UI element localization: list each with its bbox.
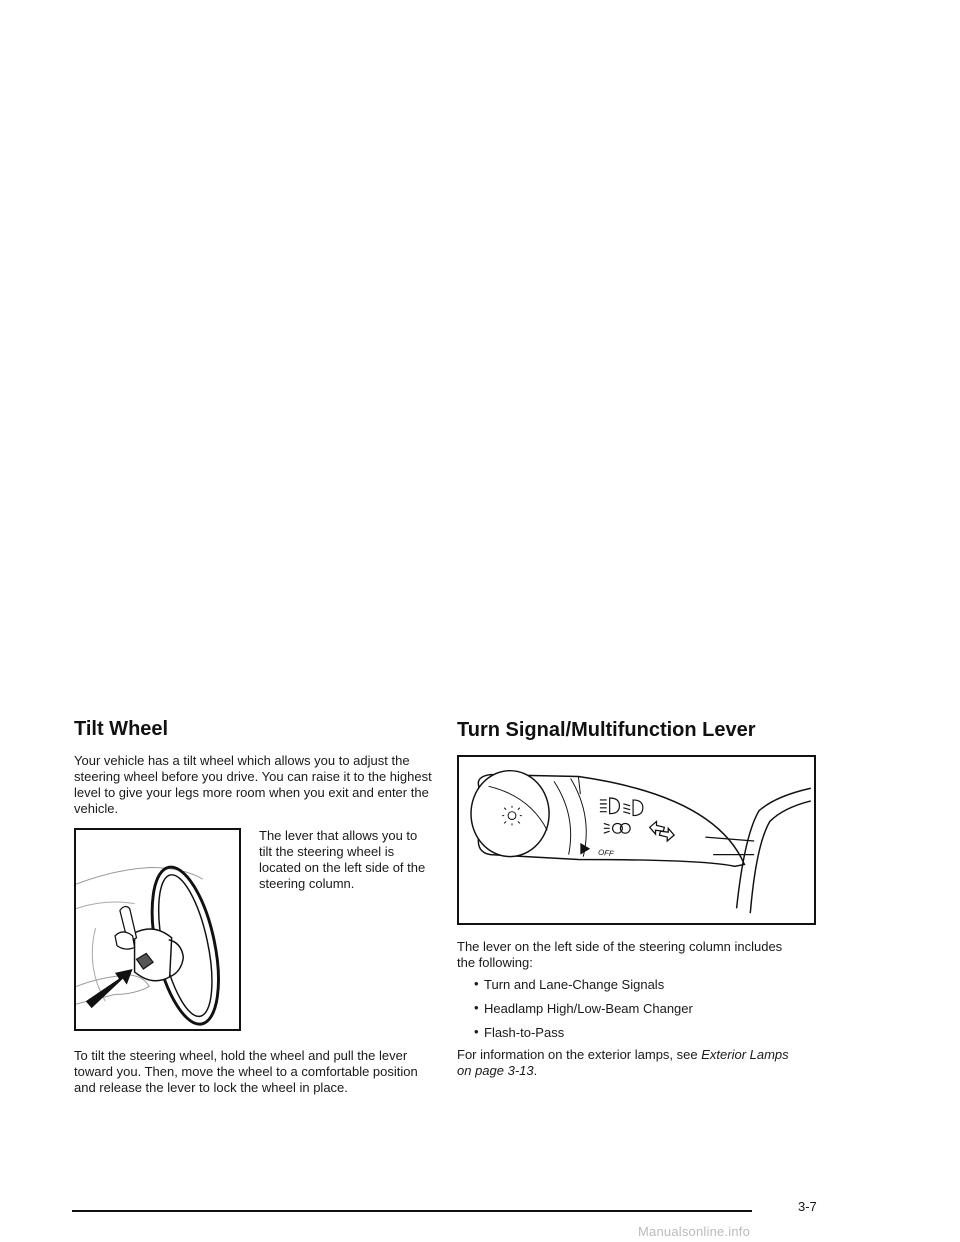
- tilt-wheel-intro: Your vehicle has a tilt wheel which allows you to adjust the steering wheel before you drive. You can raise it to the highest level to give your legs more room when you exit and enter the vehicle.: [74, 753, 432, 816]
- page-number: 3-7: [798, 1199, 817, 1214]
- bullet-icon: •: [474, 1024, 479, 1039]
- list-item: [474, 977, 804, 993]
- reference-suffix: .: [533, 1063, 538, 1078]
- tilt-wheel-figure-caption: The lever that allows you to tilt the steering wheel is located on the left side of the steering column.: [259, 828, 426, 891]
- list-item-label: Flash-to-Pass: [484, 1025, 565, 1040]
- off-label: OFF: [597, 847, 615, 859]
- reference-prefix: For information on the exterior lamps, see: [457, 1047, 702, 1062]
- multifunction-lever-illustration: [459, 757, 814, 923]
- list-item: [474, 1025, 804, 1041]
- list-item-label: Turn and Lane-Change Signals: [484, 977, 665, 992]
- steering-column-illustration: [76, 830, 239, 1029]
- tilt-wheel-figure: [74, 828, 241, 1031]
- footer-rule: [72, 1210, 752, 1212]
- turn-signal-heading: Turn Signal/Multifunction Lever: [457, 719, 756, 741]
- bullet-icon: •: [474, 1000, 479, 1015]
- watermark: Manualsonline.info: [638, 1224, 751, 1239]
- exterior-lamps-reference: [457, 1047, 797, 1079]
- turn-signal-intro: The lever on the left side of the steering column includes the following:: [457, 939, 783, 970]
- list-item-label: Headlamp High/Low-Beam Changer: [484, 1001, 693, 1016]
- turn-signal-figure: [457, 755, 816, 925]
- tilt-wheel-instructions: To tilt the steering wheel, hold the wheel and pull the lever toward you. Then, move the wheel to a comfortable position and release the lever to lock the wheel in place.: [74, 1048, 418, 1095]
- turn-signal-features-list: [474, 977, 804, 1049]
- arrow-icon: [86, 969, 133, 1008]
- list-item: [474, 1001, 804, 1017]
- bullet-icon: •: [474, 976, 479, 991]
- exterior-lamps-link[interactable]: Exterior Lamps on page 3-13: [457, 1047, 789, 1078]
- tilt-wheel-heading: Tilt Wheel: [74, 718, 169, 740]
